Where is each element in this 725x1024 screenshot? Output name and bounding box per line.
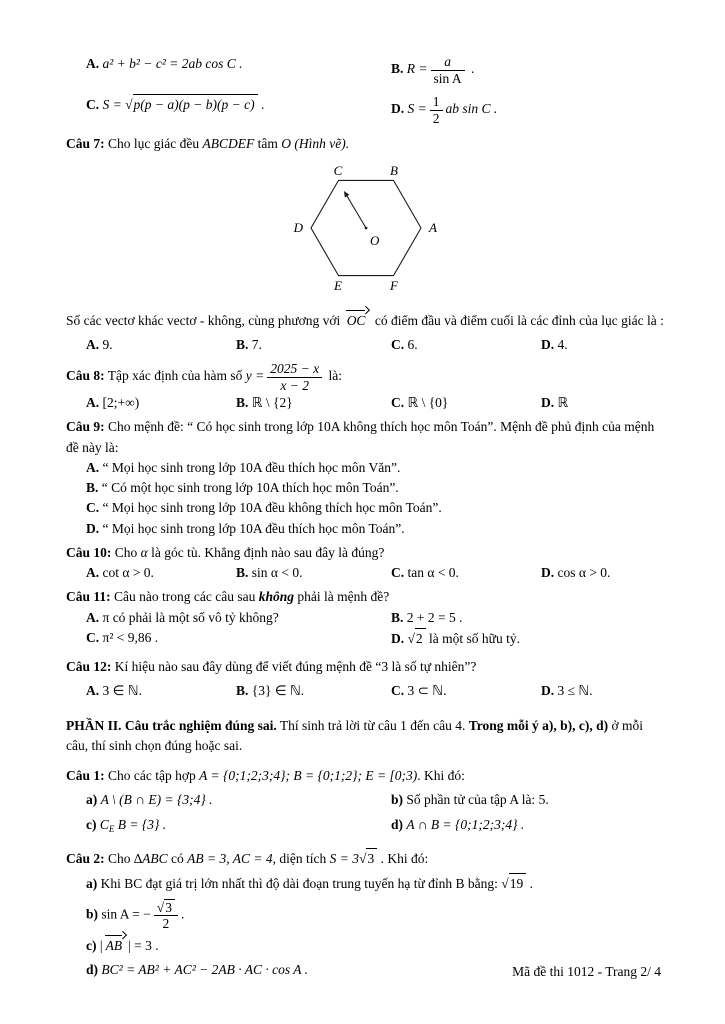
item-c [66, 936, 665, 956]
alpha-symbol: α [140, 544, 148, 560]
radicand: 2 [415, 628, 426, 649]
question-text: . Khi đó: [417, 768, 465, 784]
oc-vector-line [347, 196, 366, 228]
option-label: C. [391, 683, 405, 699]
denominator: x − 2 [267, 377, 322, 394]
abs-open: | [99, 937, 103, 953]
question-7 [66, 134, 665, 355]
question-text: có [171, 851, 184, 867]
set-definitions: A = {0;1;2;3;4}; B = {0;1;2}; E = [0;3) [199, 768, 418, 784]
option-label: B. [236, 683, 249, 699]
option-a [86, 54, 391, 86]
item-label: a) [86, 792, 98, 808]
option-label: A. [86, 336, 100, 352]
question-text: Cho lục giác đều [108, 136, 200, 152]
item-label: d) [86, 961, 99, 977]
emphasized-word: không [258, 589, 294, 605]
body-text: Số các vectơ khác vectơ - không, cùng phương với [66, 312, 341, 328]
question-text: , diện tích [272, 851, 327, 867]
item-label: c) [86, 816, 97, 832]
question-label: Câu 11: [66, 589, 111, 605]
question-text: Kí hiệu nào sau đây dùng để viết đúng mệnh đề “3 là số tự nhiên”? [114, 659, 477, 675]
option-label: A. [86, 395, 100, 411]
fraction [267, 361, 322, 393]
question-text: Câu nào trong các câu sau [114, 589, 256, 605]
vertex-label-b: B [389, 163, 398, 179]
formula-law-of-cosines: a² + b² − c² = 2ab cos C . [102, 56, 243, 71]
option-d [66, 519, 665, 539]
question-label: Câu 7: [66, 136, 105, 152]
question-12 [66, 657, 665, 702]
formula-end: . [260, 97, 265, 113]
part2-instructions: ở mỗi câu, thí sinh chọn đúng hoặc sai. [66, 717, 643, 753]
option-text: [2;+∞) [102, 395, 140, 411]
part2-header [66, 716, 665, 757]
option-b [236, 563, 391, 583]
radicand: 3 [164, 899, 175, 916]
fraction [430, 94, 443, 126]
option-a [86, 393, 236, 413]
p2-question-2 [66, 848, 665, 980]
item-label: a) [86, 876, 98, 892]
option-b [236, 335, 391, 355]
item-b [391, 790, 665, 810]
question-heading [66, 657, 665, 677]
option-label: B. [86, 480, 99, 496]
square-root [501, 873, 526, 894]
part2-title: PHẦN II. Câu trắc nghiệm đúng sai. [66, 717, 277, 733]
vertex-label-d: D [293, 220, 303, 236]
option-text: 4. [557, 336, 568, 352]
option-text: 3 ⊂ ℕ. [407, 683, 447, 699]
radical-sign: √ [125, 97, 133, 113]
square-root [157, 899, 175, 916]
option-text: ℝ \ {0} [407, 395, 449, 411]
denominator: 2 [154, 915, 178, 932]
vector-ab: AB [105, 936, 126, 956]
complement-subscript: E [108, 823, 115, 834]
item-text: A \ (B ∩ E) = {3;4} . [100, 792, 213, 808]
triangle-name: ∆ABC [133, 851, 168, 867]
option-text: {3} ∈ ℕ. [251, 683, 305, 699]
option-text: 3 ≤ ℕ. [557, 683, 593, 699]
side-lengths: AB = 3, AC = 4 [187, 851, 273, 867]
option-d [541, 681, 665, 701]
option-label: D. [541, 683, 555, 699]
question-text: là góc tù. Khẳng định nào sau đây là đúng? [151, 544, 385, 560]
items-row-1 [66, 790, 665, 810]
option-a [86, 608, 391, 628]
item-text: B = {3} . [117, 816, 167, 832]
option-text: sin α < 0. [251, 565, 303, 581]
item-label: b) [86, 906, 99, 922]
option-text: 2 + 2 = 5 . [406, 609, 463, 625]
question-options [66, 393, 665, 413]
option-text: “ Có một học sinh trong lớp 10A thích học môn Toán”. [101, 480, 399, 496]
carryover-options-row-1 [66, 54, 665, 86]
question-text: tâm [257, 136, 278, 152]
figure-note: (Hình vẽ). [294, 136, 350, 152]
option-label: D. [391, 101, 405, 117]
option-b [236, 393, 391, 413]
square-root [359, 848, 377, 869]
radical-sign: √ [156, 899, 165, 915]
question-label: Câu 9: [66, 419, 105, 435]
numerator: 2025 − x [270, 361, 320, 377]
option-text: π² < 9,86 . [102, 629, 159, 645]
radical-sign: √ [359, 851, 367, 867]
item-a [86, 790, 391, 810]
option-text: ℝ \ {2} [251, 395, 293, 411]
hexagon-name: ABCDEF [202, 136, 255, 152]
item-text: BC² = AB² + AC² − 2AB · AC · cos A . [101, 961, 308, 977]
question-heading [66, 848, 665, 869]
item-text: A ∩ B = {0;1;2;3;4} . [406, 816, 525, 832]
formula-lhs: sin A = − [101, 906, 151, 922]
vertex-label-c: C [333, 163, 342, 179]
fraction [154, 899, 178, 932]
formula-lhs: S = [102, 97, 122, 113]
area-lhs: S = 3 [329, 851, 360, 867]
option-label: A. [86, 683, 100, 699]
question-text: phải là mệnh đề? [297, 589, 390, 605]
option-a [66, 458, 665, 478]
option-label: D. [86, 520, 100, 536]
option-b [391, 608, 665, 628]
question-body [66, 311, 665, 331]
option-b [391, 54, 665, 86]
radicand: 19 [509, 873, 527, 894]
question-label: Câu 1: [66, 768, 105, 784]
question-label: Câu 12: [66, 659, 112, 675]
item-b [66, 899, 665, 932]
question-11 [66, 587, 665, 649]
option-label: A. [86, 459, 100, 475]
question-text: Cho các tập hợp [108, 768, 196, 784]
option-label: C. [391, 395, 405, 411]
option-c [391, 681, 541, 701]
option-text: cos α > 0. [557, 565, 611, 581]
option-label: C. [391, 565, 405, 581]
options-row-1 [66, 608, 665, 628]
question-9 [66, 417, 665, 539]
items-row-2 [66, 815, 665, 837]
option-label: D. [541, 565, 555, 581]
question-text: Tập xác định của hàm số [107, 368, 243, 384]
formula-tail: ab sin C . [445, 101, 498, 117]
option-label: B. [391, 61, 404, 77]
options-row-2 [66, 628, 665, 649]
option-d [541, 393, 665, 413]
option-text: “ Mọi học sinh trong lớp 10A đều không thích học môn Toán”. [102, 500, 442, 516]
option-c [86, 628, 391, 649]
question-text: là: [328, 368, 342, 384]
option-c [86, 94, 391, 126]
question-options [66, 335, 665, 355]
option-c [391, 335, 541, 355]
option-text: tan α < 0. [407, 565, 459, 581]
item-a [66, 873, 665, 894]
option-d [541, 563, 665, 583]
complement-base: C [99, 816, 109, 832]
formula-lhs: y = [245, 368, 265, 384]
vertex-label-f: F [389, 278, 398, 294]
vector-oc: OC [346, 311, 369, 331]
option-b [236, 681, 391, 701]
option-label: B. [236, 565, 249, 581]
p2-question-1 [66, 766, 665, 836]
item-label: c) [86, 937, 97, 953]
question-heading [66, 417, 665, 458]
question-text: Cho [114, 544, 138, 560]
question-label: Câu 2: [66, 851, 105, 867]
abs-close-and-value: | = 3 . [128, 937, 159, 953]
hexagon-figure [261, 162, 471, 300]
oc-vector-arrowhead [344, 191, 349, 198]
option-label: B. [236, 336, 249, 352]
fraction [431, 54, 465, 86]
body-text: có điểm đầu và điểm cuối là các đỉnh của lục giác là : [374, 312, 664, 328]
option-label: D. [391, 630, 405, 646]
radicand: p(p − a)(p − b)(p − c) [133, 94, 258, 115]
formula-end: . [471, 61, 475, 77]
formula-lhs: R = [406, 61, 428, 77]
part2-instructions: Thí sinh trả lời từ câu 1 đến câu 4. [279, 717, 466, 733]
item-c [86, 815, 391, 837]
item-label: b) [391, 792, 404, 808]
option-c [391, 393, 541, 413]
question-label: Câu 8: [66, 368, 105, 384]
option-text: 7. [251, 336, 262, 352]
center-label-o: O [369, 233, 379, 249]
question-text: . Khi đó: [380, 851, 429, 867]
question-10 [66, 543, 665, 584]
denominator: 2 [430, 110, 443, 127]
item-text: Khi BC đạt giá trị lớn nhất thì độ dài đoạn trung tuyến hạ từ đỉnh B bằng: [100, 876, 498, 892]
question-heading [66, 361, 665, 393]
option-label: C. [86, 97, 100, 113]
vertex-label-e: E [333, 278, 342, 294]
option-text: 6. [407, 336, 418, 352]
radical-sign: √ [501, 876, 509, 892]
item-text-end: . [529, 876, 533, 892]
option-text: cot α > 0. [102, 565, 154, 581]
question-heading [66, 587, 665, 607]
option-d [541, 335, 665, 355]
numerator [154, 899, 178, 916]
item-text: Số phần tử của tập A là: 5. [406, 792, 549, 808]
option-label: C. [86, 629, 100, 645]
option-text: ℝ [557, 395, 569, 411]
radicand: 3 [366, 848, 377, 869]
option-label: A. [86, 56, 100, 71]
question-options [66, 681, 665, 701]
option-label: A. [86, 609, 100, 625]
numerator: a [444, 54, 451, 69]
option-text: 9. [102, 336, 113, 352]
option-text: là một số hữu tỷ. [429, 630, 520, 646]
question-text: Cho [108, 851, 131, 867]
hexagon-svg [261, 162, 471, 294]
formula-end: . [180, 906, 185, 922]
option-text: π có phải là một số vô tỷ không? [102, 609, 279, 625]
numerator: 1 [432, 94, 440, 110]
part2-instructions-bold: Trong mỗi ý a), b), c), d) [468, 717, 609, 733]
question-heading [66, 766, 665, 786]
option-label: D. [541, 336, 555, 352]
option-b [66, 478, 665, 498]
option-text: “ Mọi học sinh trong lớp 10A đều thích học môn Toán”. [102, 520, 405, 536]
radical-sign: √ [407, 630, 415, 646]
question-8 [66, 361, 665, 413]
option-a [86, 335, 236, 355]
option-d [391, 628, 665, 649]
option-label: D. [541, 395, 555, 411]
question-options [66, 563, 665, 583]
option-label: B. [236, 395, 249, 411]
formula-lhs: S = [407, 101, 427, 117]
square-root [408, 628, 426, 649]
option-d [391, 94, 665, 126]
footer-page-label: Mã đề thi 1012 - Trang 2/ 4 [512, 963, 661, 979]
item-d [391, 815, 665, 837]
option-label: B. [391, 609, 404, 625]
option-text: 3 ∈ ℕ. [102, 683, 142, 699]
question-heading [66, 543, 665, 563]
option-a [86, 563, 236, 583]
item-label: d) [391, 816, 404, 832]
option-label: C. [391, 336, 405, 352]
option-label: A. [86, 565, 100, 581]
option-c [66, 498, 665, 518]
option-c [391, 563, 541, 583]
option-text: “ Mọi học sinh trong lớp 10A đều thích học môn Văn”. [102, 459, 401, 475]
option-a [86, 681, 236, 701]
option-label: C. [86, 500, 100, 516]
denominator: sin A [431, 70, 465, 87]
question-label: Câu 10: [66, 544, 112, 560]
carryover-options-row-2 [66, 94, 665, 126]
question-heading [66, 134, 665, 154]
center-name: O [281, 136, 291, 152]
center-dot [364, 227, 367, 230]
vertex-label-a: A [428, 220, 437, 236]
square-root [125, 94, 257, 115]
question-text: Cho mệnh đề: “ Có học sinh trong lớp 10A không thích học môn Toán”. Mệnh đề phủ định của mệnh đề này là: [66, 419, 655, 455]
